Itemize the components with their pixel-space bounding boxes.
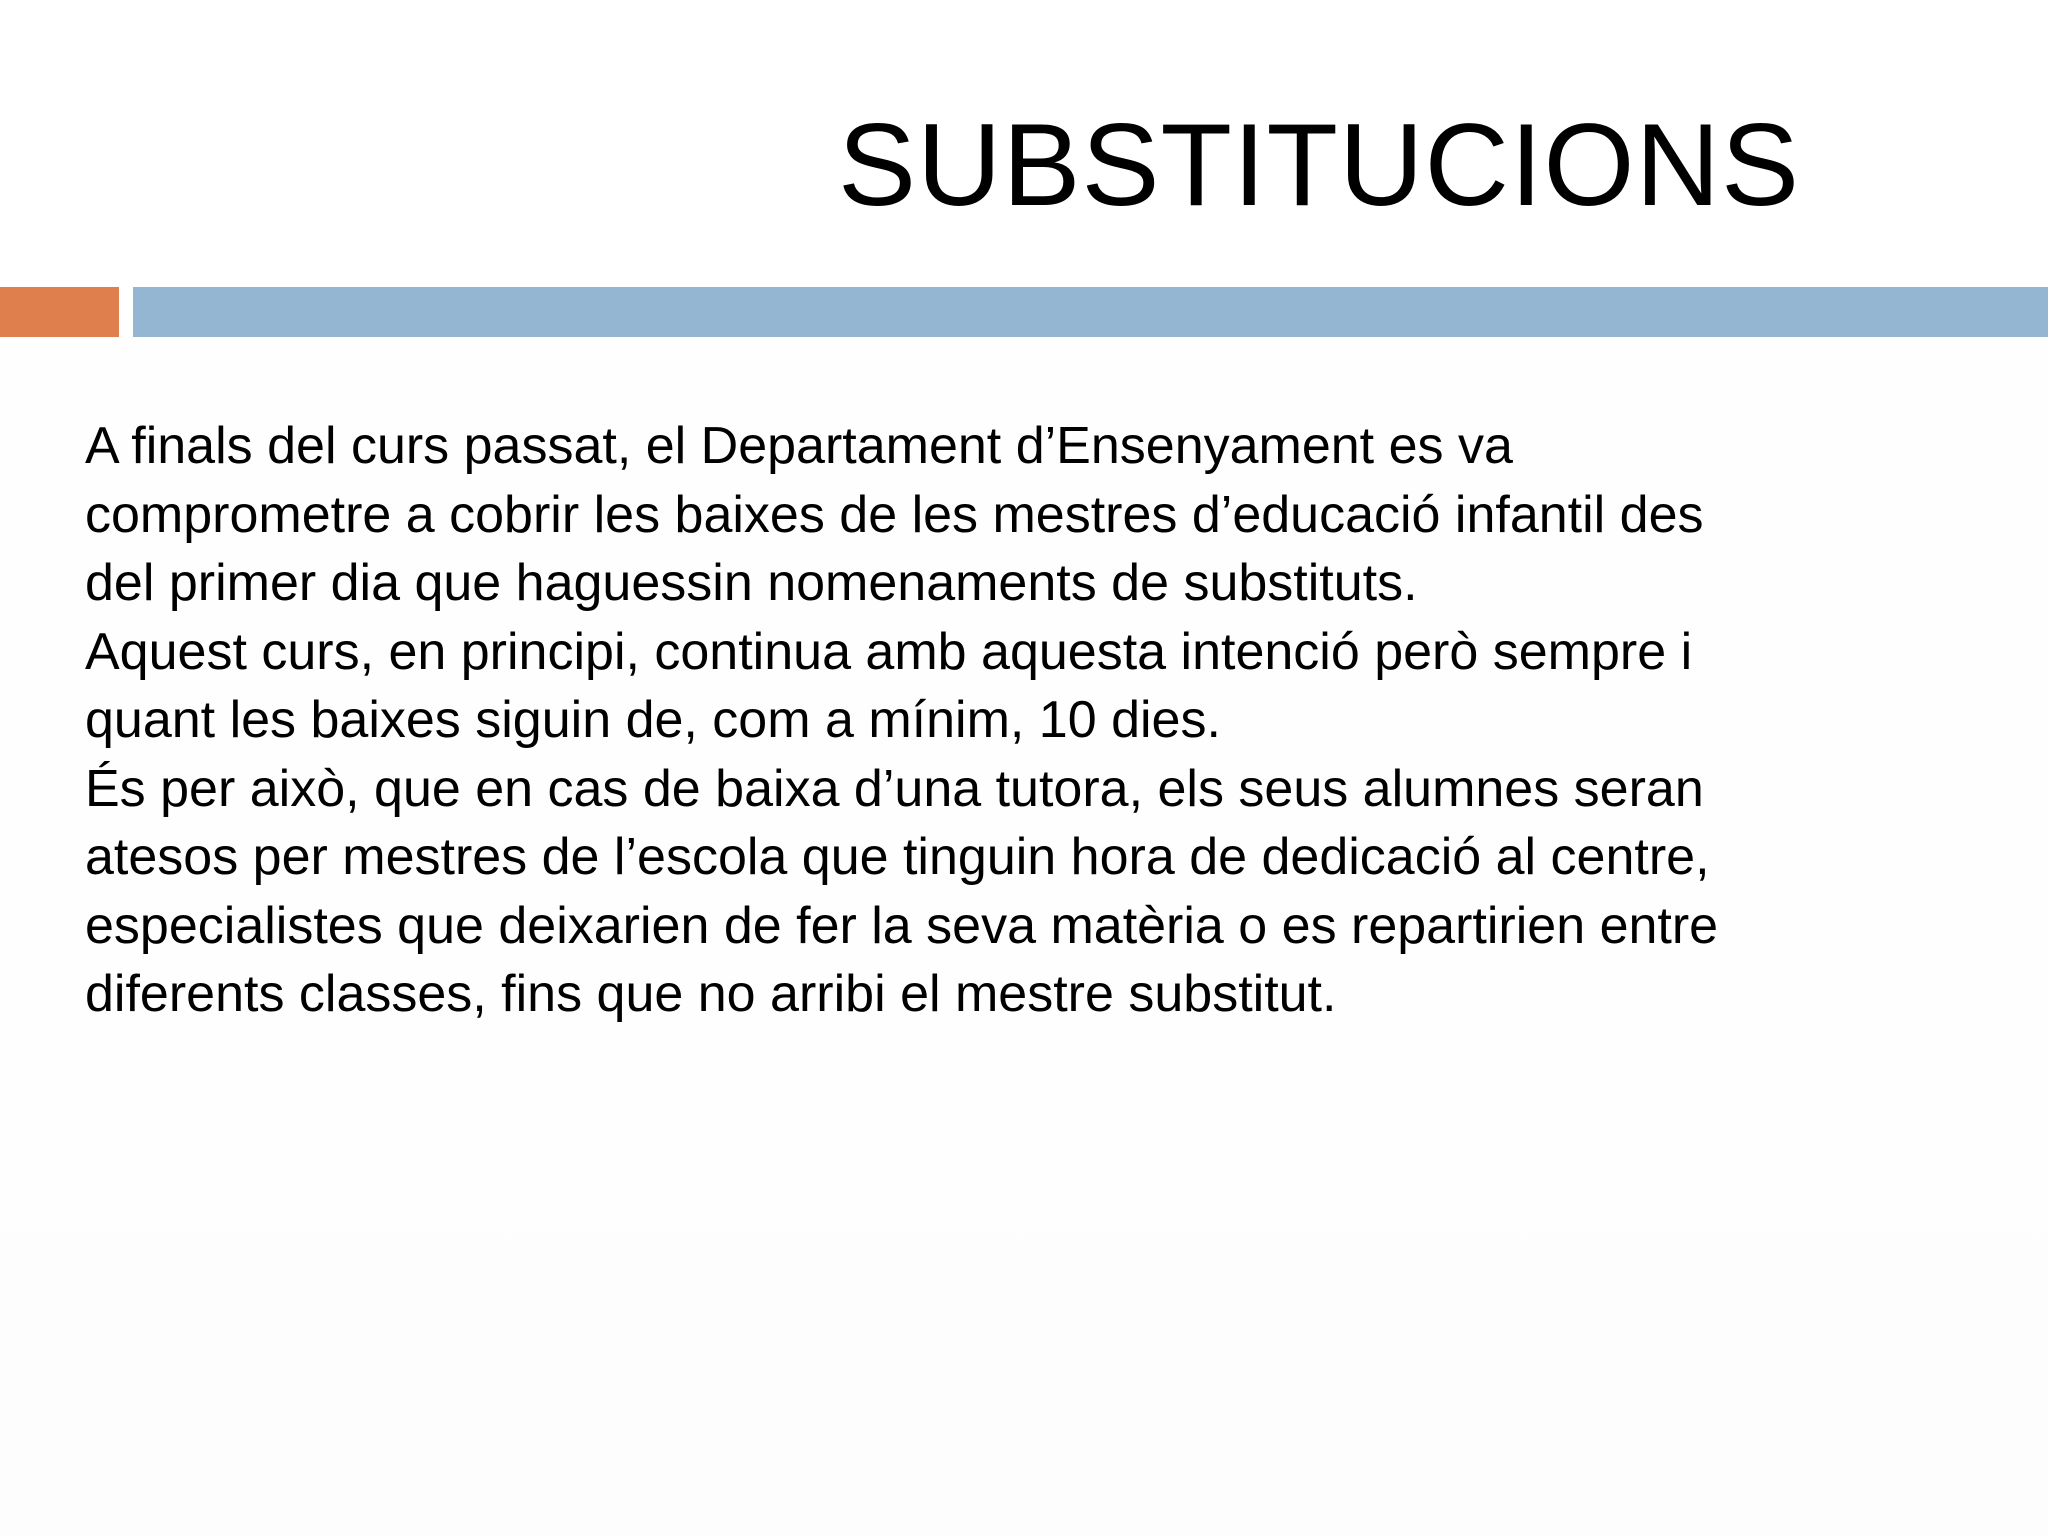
body-line: comprometre a cobrir les baixes de les mestres d’educació infantil des <box>85 485 1704 544</box>
title-accent-blue-bar <box>133 287 2048 337</box>
body-line: És per això, que en cas de baixa d’una tutora, els seus alumnes seran <box>85 759 1704 818</box>
body-line: atesos per mestres de l’escola que tinguin hora de dedicació al centre, <box>85 828 1710 886</box>
body-line: del primer dia que haguessin nomenaments de substituts. <box>85 554 1418 612</box>
body-line: quant les baixes siguin de, com a mínim, 10 dies. <box>85 691 1221 749</box>
body-line: Aquest curs, en principi, continua amb aquesta intenció però sempre i <box>85 622 1693 681</box>
slide-title: SUBSTITUCIONS <box>837 99 1801 230</box>
body-line: A finals del curs passat, el Departament d’Ensenyament es va <box>85 417 1513 475</box>
title-accent-orange-bar <box>0 287 119 337</box>
slide-body <box>85 412 1985 1029</box>
paragraph-departament <box>85 412 1985 618</box>
paragraph-aquest-curs <box>85 618 1985 755</box>
body-line: diferents classes, fins que no arribi el mestre substitut. <box>85 965 1337 1023</box>
body-line: especialistes que deixarien de fer la seva matèria o es repartirien entre <box>85 896 1719 955</box>
paragraph-es-per-aixo <box>85 755 1985 1029</box>
